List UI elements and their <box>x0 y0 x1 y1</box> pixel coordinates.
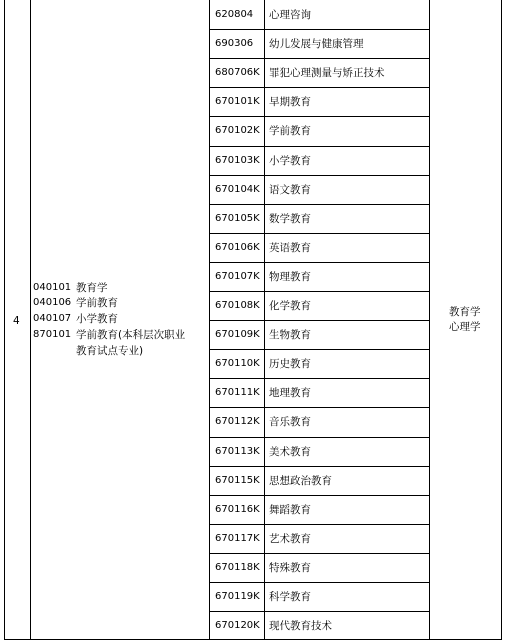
vocational-code: 670111K <box>215 387 260 398</box>
vocational-code: 670113K <box>215 446 260 457</box>
vocational-name: 早期教育 <box>269 96 311 108</box>
undergrad-name: 学前教育 <box>76 297 118 309</box>
vocational-name: 语文教育 <box>269 184 311 196</box>
vocational-code: 670112K <box>215 416 260 427</box>
vocational-code: 670119K <box>215 591 260 602</box>
vocational-code: 670102K <box>215 125 260 136</box>
vocational-name: 现代教育技术 <box>269 620 332 632</box>
vocational-code: 680706K <box>215 67 260 78</box>
row-divider <box>209 116 429 117</box>
row-divider <box>209 320 429 321</box>
vocational-code: 670106K <box>215 242 260 253</box>
vocational-code: 670110K <box>215 358 260 369</box>
row-divider <box>209 437 429 438</box>
vocational-code: 670101K <box>215 96 260 107</box>
vocational-name: 心理咨询 <box>269 9 311 21</box>
vocational-name: 艺术教育 <box>269 533 311 545</box>
vocational-code: 670115K <box>215 475 260 486</box>
vocational-name: 思想政治教育 <box>269 475 332 487</box>
undergrad-code: 040107 <box>33 313 72 324</box>
vocational-code: 690306 <box>215 38 254 49</box>
row-divider <box>209 146 429 147</box>
undergrad-name: 学前教育(本科层次职业 <box>76 329 186 341</box>
discipline-label: 心理学 <box>449 321 481 333</box>
row-divider <box>209 58 429 59</box>
row-divider <box>209 611 429 612</box>
undergrad-name: 教育试点专业) <box>76 345 144 357</box>
row-divider <box>209 29 429 30</box>
row-divider <box>209 524 429 525</box>
vocational-code: 670107K <box>215 271 260 282</box>
vocational-name: 罪犯心理测量与矫正技术 <box>269 67 385 79</box>
vocational-name: 生物教育 <box>269 329 311 341</box>
vocational-name: 化学教育 <box>269 300 311 312</box>
table-border-left <box>4 0 5 640</box>
row-divider <box>209 262 429 263</box>
vocational-code: 670109K <box>215 329 260 340</box>
vocational-name: 小学教育 <box>269 155 311 167</box>
row-divider <box>209 378 429 379</box>
undergrad-code: 870101 <box>33 329 72 340</box>
table-border-right <box>501 0 502 640</box>
vocational-name: 英语教育 <box>269 242 311 254</box>
vocational-name: 地理教育 <box>269 387 311 399</box>
vocational-code: 670117K <box>215 533 260 544</box>
undergrad-name: 小学教育 <box>76 313 118 325</box>
vocational-name: 科学教育 <box>269 591 311 603</box>
row-divider <box>209 582 429 583</box>
row-divider <box>209 175 429 176</box>
vocational-code: 670108K <box>215 300 260 311</box>
row-divider <box>209 87 429 88</box>
discipline-label: 教育学 <box>449 306 481 318</box>
table-divider <box>429 0 430 640</box>
undergrad-name: 教育学 <box>76 282 108 294</box>
row-divider <box>209 204 429 205</box>
vocational-name: 历史教育 <box>269 358 311 370</box>
vocational-name: 音乐教育 <box>269 416 311 428</box>
seq-number: 4 <box>13 315 20 327</box>
row-divider <box>209 233 429 234</box>
vocational-code: 620804 <box>215 9 254 20</box>
row-divider <box>209 495 429 496</box>
table-divider <box>30 0 31 640</box>
undergrad-code: 040101 <box>33 282 72 293</box>
row-divider <box>209 466 429 467</box>
undergrad-code: 040106 <box>33 297 72 308</box>
vocational-code: 670116K <box>215 504 260 515</box>
row-divider <box>209 291 429 292</box>
vocational-name: 学前教育 <box>269 125 311 137</box>
vocational-name: 幼儿发展与健康管理 <box>269 38 364 50</box>
vocational-code: 670103K <box>215 155 260 166</box>
row-divider <box>209 349 429 350</box>
vocational-name: 特殊教育 <box>269 562 311 574</box>
row-divider <box>209 407 429 408</box>
vocational-name: 舞蹈教育 <box>269 504 311 516</box>
vocational-code: 670105K <box>215 213 260 224</box>
vocational-name: 数学教育 <box>269 213 311 225</box>
vocational-code: 670104K <box>215 184 260 195</box>
vocational-name: 美术教育 <box>269 446 311 458</box>
vocational-code: 670120K <box>215 620 260 631</box>
row-divider <box>209 553 429 554</box>
vocational-name: 物理教育 <box>269 271 311 283</box>
vocational-code: 670118K <box>215 562 260 573</box>
